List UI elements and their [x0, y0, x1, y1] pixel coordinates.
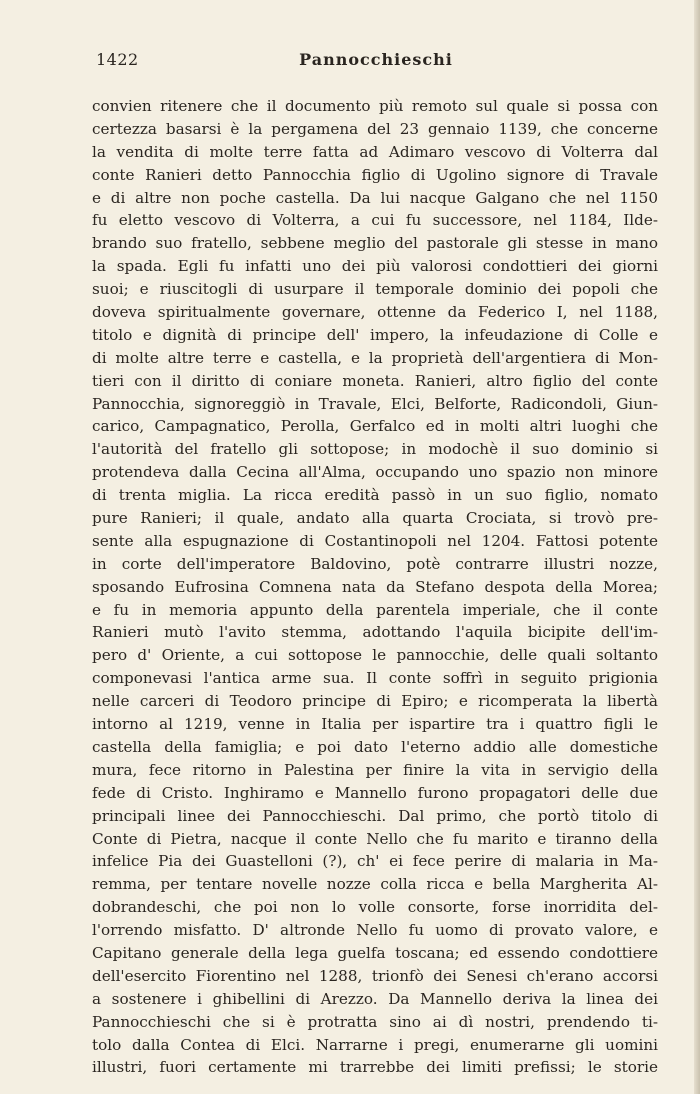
text-line: carico, Campagnatico, Perolla, Gerfalco ed in molti altri luoghi che [92, 417, 658, 436]
page-number: 1422 [96, 50, 139, 69]
text-line: pero d' Oriente, a cui sottopose le pannocchie, delle quali soltanto [92, 646, 658, 665]
text-line: nelle carceri di Teodoro principe di Epiro; e ricomperata la libertà [92, 692, 658, 711]
text-line: intorno al 1219, venne in Italia per ispartire tra i quattro figli le [92, 715, 658, 734]
text-line: fede di Cristo. Inghiramo e Mannello furono propagatori delle due [92, 783, 658, 802]
text-line: illustri, fuori certamente mi trarrebbe dei limiti prefissi; le storie [92, 1058, 658, 1077]
text-line: tieri con il diritto di coniare moneta. Ranieri, altro figlio del conte [92, 371, 658, 390]
text-line: suoi; e riuscitogli di usurpare il temporale dominio dei popoli che [92, 280, 658, 299]
text-line: dobrandeschi, che poi non lo volle consorte, forse inorridita del- [92, 898, 658, 917]
text-line: castella della famiglia; e poi dato l'eterno addio alle domestiche [92, 737, 658, 756]
text-line: remma, per tentare novelle nozze colla ricca e bella Margherita Al- [92, 875, 658, 894]
text-line: Ranieri mutò l'avito stemma, adottando l'aquila bicipite dell'im- [92, 623, 658, 642]
page-header [96, 50, 656, 74]
text-line: pure Ranieri; il quale, andato alla quarta Crociata, si trovò pre- [92, 509, 658, 528]
text-line: Pannocchieschi che si è protratta sino ai dì nostri, prendendo ti- [92, 1012, 658, 1031]
text-line: infelice Pia dei Guastelloni (?), ch' ei fece perire di malaria in Ma- [92, 852, 658, 871]
text-line: di molte altre terre e castella, e la proprietà dell'argentiera di Mon- [92, 348, 658, 367]
text-line: brando suo fratello, sebbene meglio del pastorale gli stesse in mano [92, 234, 658, 253]
text-line: tolo dalla Contea di Elci. Narrarne i pregi, enumerarne gli uomini [92, 1035, 658, 1054]
text-line: in corte dell'imperatore Baldovino, potè contrarre illustri nozze, [92, 554, 658, 573]
page-edge [694, 0, 700, 1094]
text-line: sposando Eufrosina Comnena nata da Stefano despota della Morea; [92, 577, 658, 596]
text-line: titolo e dignità di principe dell' impero, la infeudazione di Colle e [92, 325, 658, 344]
text-line: dell'esercito Fiorentino nel 1288, trionfò dei Senesi ch'erano accorsi [92, 966, 658, 985]
text-line: principali linee dei Pannocchieschi. Dal primo, che portò titolo di [92, 806, 658, 825]
text-line: sente alla espugnazione di Costantinopoli nel 1204. Fattosi potente [92, 531, 658, 550]
text-line: protendeva dalla Cecina all'Alma, occupando uno spazio non minore [92, 463, 658, 482]
text-line: convien ritenere che il documento più remoto sul quale si possa con [92, 97, 658, 115]
text-line: a sostenere i ghibellini di Arezzo. Da Mannello deriva la linea dei [92, 989, 658, 1008]
body-text [92, 95, 658, 1079]
text-line: e fu in memoria appunto della parentela imperiale, che il conte [92, 600, 658, 619]
text-line: e di altre non poche castella. Da lui nacque Galgano che nel 1150 [92, 188, 658, 207]
text-line: fu eletto vescovo di Volterra, a cui fu successore, nel 1184, Ilde- [92, 211, 658, 230]
text-line: la spada. Egli fu infatti uno dei più valorosi condottieri dei giorni [92, 257, 658, 276]
text-line: conte Ranieri detto Pannocchia figlio di Ugolino signore di Travale [92, 165, 658, 184]
text-line: Conte di Pietra, nacque il conte Nello che fu marito e tiranno della [92, 829, 658, 848]
running-title: Pannocchieschi [299, 50, 453, 69]
text-line: la vendita di molte terre fatta ad Adimaro vescovo di Volterra dal [92, 142, 658, 161]
text-line: certezza basarsi è la pergamena del 23 gennaio 1139, che concerne [92, 119, 658, 138]
text-line: componevasi l'antica arme sua. Il conte soffrì in seguito prigionia [92, 669, 658, 688]
text-line: doveva spiritualmente governare, ottenne da Federico I, nel 1188, [92, 303, 658, 322]
text-line: di trenta miglia. La ricca eredità passò in un suo figlio, nomato [92, 486, 658, 505]
text-line: l'autorità del fratello gli sottopose; in modochè il suo dominio si [92, 440, 658, 459]
text-line: l'orrendo misfatto. D' altronde Nello fu uomo di provato valore, e [92, 921, 658, 940]
text-line: mura, fece ritorno in Palestina per finire la vita in servigio della [92, 760, 658, 779]
text-line: Capitano generale della lega guelfa toscana; ed essendo condottiere [92, 943, 658, 962]
text-line: Pannocchia, signoreggiò in Travale, Elci, Belforte, Radicondoli, Giun- [92, 394, 658, 413]
